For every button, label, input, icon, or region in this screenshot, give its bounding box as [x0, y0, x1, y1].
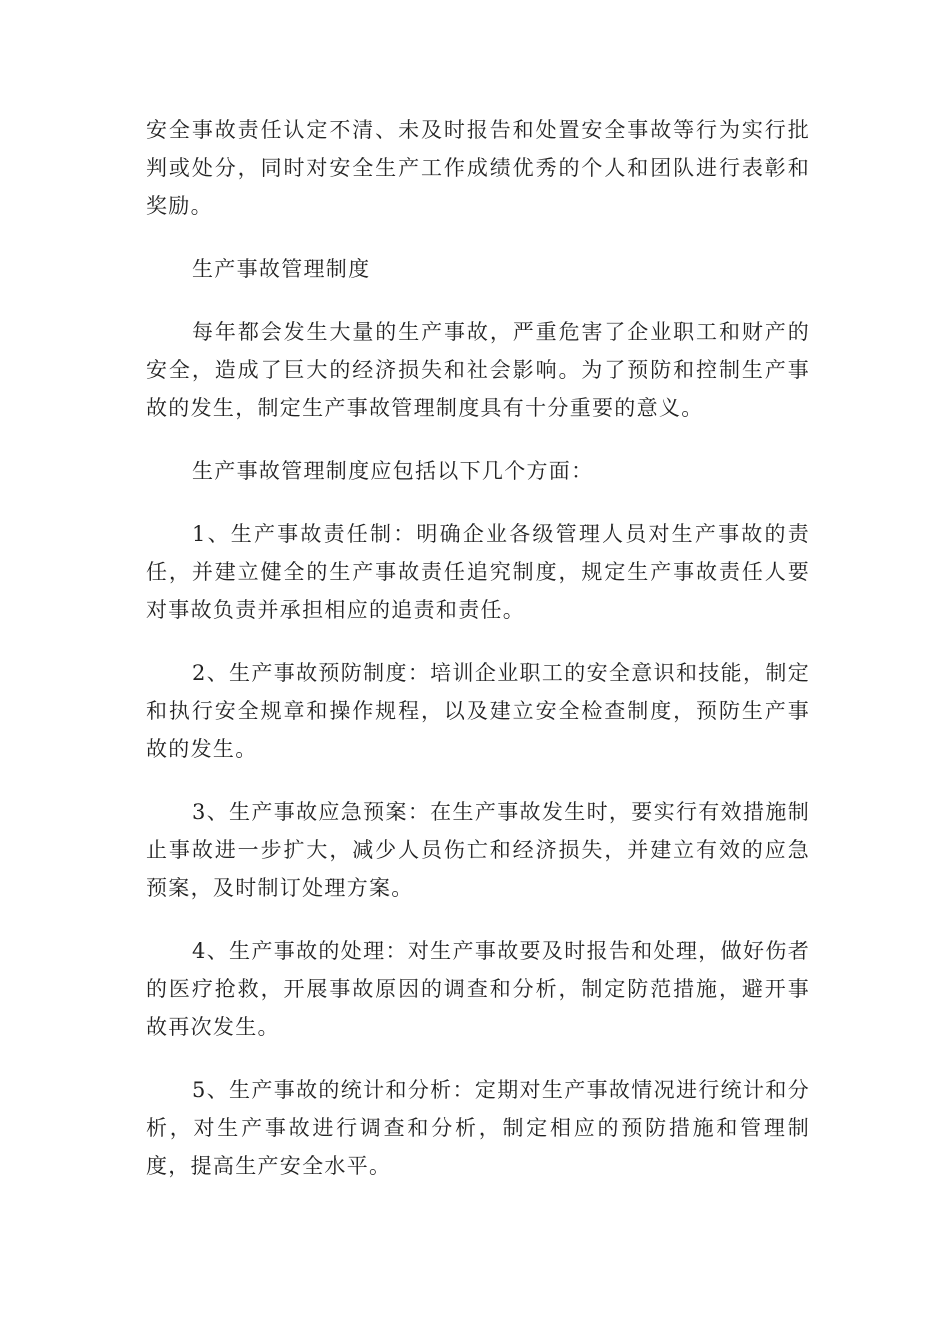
- paragraph-aspects-lead: 生产事故管理制度应包括以下几个方面：: [192, 459, 594, 483]
- list-item-4: 4、生产事故的处理：对生产事故要及时报告和处理，做好伤者的医疗抢救，开展事故原因的调查和分析，制定防范措施，避开事故再次发生。: [146, 939, 810, 1039]
- list-item-2: 2、生产事故预防制度：培训企业职工的安全意识和技能，制定和执行安全规章和操作规程，以及建立安全检查制度，预防生产事故的发生。: [146, 661, 810, 761]
- document-body: [146, 111, 810, 1210]
- paragraph-intro: 每年都会发生大量的生产事故，严重危害了企业职工和财产的安全，造成了巨大的经济损失和社会影响。为了预防和控制生产事故的发生，制定生产事故管理制度具有十分重要的意义。: [146, 320, 810, 420]
- paragraph-continuation: 安全事故责任认定不清、未及时报告和处置安全事故等行为实行批判或处分，同时对安全生产工作成绩优秀的个人和团队进行表彰和奖励。: [146, 118, 810, 218]
- list-item-1: 1、生产事故责任制：明确企业各级管理人员对生产事故的责任，并建立健全的生产事故责任追究制度，规定生产事故责任人要对事故负责并承担相应的追责和责任。: [146, 522, 810, 622]
- list-item-3: 3、生产事故应急预案：在生产事故发生时，要实行有效措施制止事故进一步扩大，减少人员伤亡和经济损失，并建立有效的应急预案，及时制订处理方案。: [146, 800, 810, 900]
- section-heading: 生产事故管理制度: [192, 257, 371, 281]
- list-item-5: 5、生产事故的统计和分析：定期对生产事故情况进行统计和分析，对生产事故进行调查和分析，制定相应的预防措施和管理制度，提高生产安全水平。: [146, 1078, 810, 1178]
